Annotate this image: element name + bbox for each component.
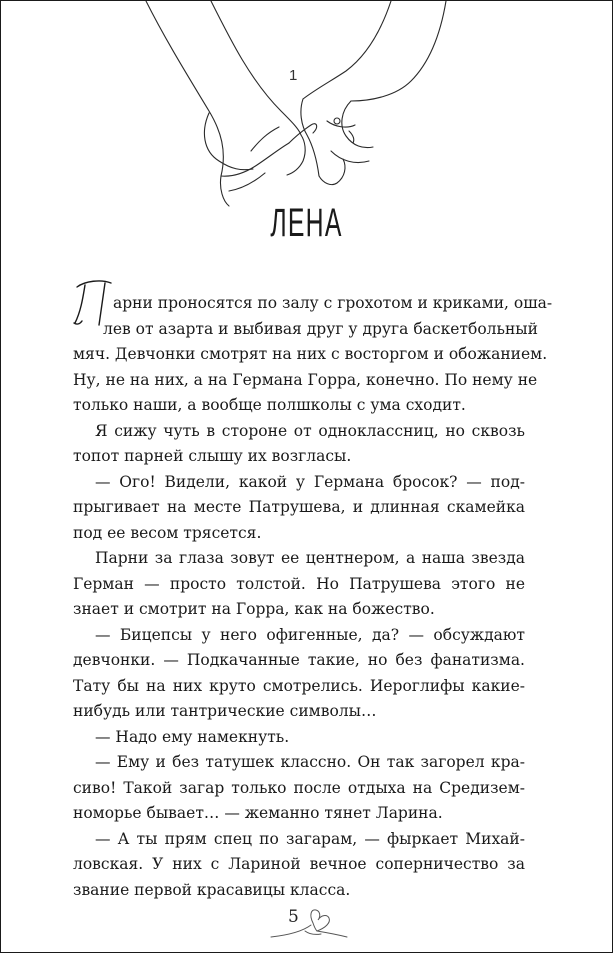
text-line: арни проносятся по залу с грохотом и криками, оша- bbox=[113, 294, 553, 312]
text-line: мяч. Девчонки смотрят на них с восторгом и обожанием. bbox=[73, 345, 548, 363]
text-line: Герман — просто толстой. Но Патрушева этого не bbox=[73, 574, 525, 593]
text-line: Парни за глаза зовут ее центнером, а наша звезда bbox=[95, 549, 525, 567]
text-line: девчонки. — Подкачанные такие, но без фанатизма. bbox=[73, 651, 525, 669]
text-line: Ну, не на них, а на Германа Горра, конечно. По нему не bbox=[73, 370, 538, 389]
text-line: — Ого! Видели, какой у Германа бросок? — под- bbox=[95, 472, 525, 491]
text-line: под ее весом трясется. bbox=[73, 523, 262, 542]
text-line: лев от азарта и выбивая друг у друга баскетбольный bbox=[103, 319, 538, 338]
text-line: прыгивает на месте Патрушева, и длинная скамейка bbox=[73, 498, 525, 516]
holding-hands-illustration bbox=[141, 1, 461, 211]
text-line: нибудь или тантрические символы… bbox=[73, 702, 377, 720]
text-line: Я сижу чуть в стороне от одноклассниц, но сквозь bbox=[95, 421, 525, 440]
text-line: Тату бы на них круто смотрелись. Иероглифы какие- bbox=[73, 676, 525, 695]
text-line: сиво! Такой загар только после отдыха на Средизем- bbox=[73, 778, 525, 797]
text-line: ловская. У них с Лариной вечное соперничество за bbox=[73, 855, 525, 873]
text-line: звание первой красавицы класса. bbox=[73, 880, 351, 899]
first-paragraph bbox=[73, 291, 553, 342]
page-number: 5 bbox=[288, 907, 299, 927]
chapter-number: 1 bbox=[289, 67, 298, 84]
chapter-title: ЛЕНА bbox=[270, 201, 343, 245]
text-line: — Надо ему намекнуть. bbox=[95, 727, 290, 746]
text-line: номорье бывает… — жеманно тянет Ларина. bbox=[73, 804, 443, 822]
page-ornament bbox=[269, 901, 349, 941]
text-line: — А ты прям спец по загарам, — фыркает Михай- bbox=[95, 829, 525, 848]
text-line: — Бицепсы у него офигенные, да? — обсуждают bbox=[95, 625, 525, 644]
text-line: только наши, а вообще полшколы с ума сходит. bbox=[73, 396, 466, 414]
text-line: знает и смотрит на Горра, как на божество. bbox=[73, 600, 435, 618]
text-line: — Ему и без татушек классно. Он так загорел кра- bbox=[95, 753, 525, 771]
text-line: топот парней слышу их возгласы. bbox=[73, 447, 352, 465]
dropcap-letter bbox=[71, 277, 115, 327]
body-text bbox=[73, 291, 553, 903]
